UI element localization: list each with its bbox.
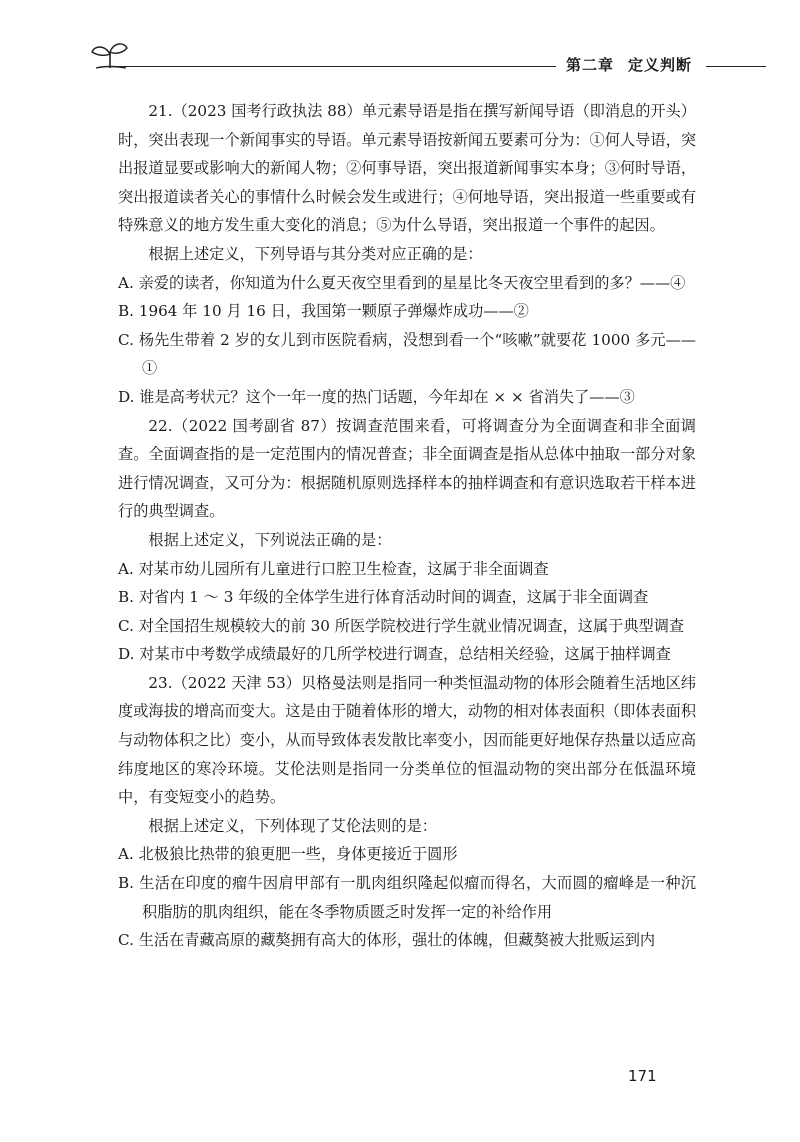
- option-a: A. 对某市幼儿园所有儿童进行口腔卫生检查，这属于非全面调查: [118, 559, 549, 578]
- option-c: C. 对全国招生规模较大的前 30 所医学院校进行学生就业情况调查，这属于典型调查: [118, 616, 685, 635]
- option-c: C. 杨先生带着 2 岁的女儿到市医院看病，没想到看一个“咳嗽”就要花 1000 多元——①: [118, 330, 696, 378]
- section-name: 定义判断: [628, 56, 693, 74]
- option-a: A. 北极狼比热带的狼更肥一些，身体更接近于圆形: [118, 845, 458, 864]
- option-d: D. 对某市中考数学成绩最好的几所学校进行调查，总结相关经验，这属于抽样调查: [118, 645, 671, 664]
- question-prompt: 根据上述定义，下列说法正确的是：: [148, 530, 392, 549]
- chapter-number: 第二章: [566, 56, 615, 74]
- option-b: B. 1964 年 10 月 16 日，我国第一颗原子弹爆炸成功——②: [118, 302, 529, 321]
- question-21: [118, 97, 696, 412]
- question-23: [118, 669, 696, 955]
- question-stem: 22.（2022 国考副省 87）按调查范围来看，可将调查分为全面调查和非全面调查。全面调查指的是一定范围内的情况普查；非全面调查是指从总体中抽取一部分对象进行情况调查，又可分为：根据随机原则选择样本的抽样调查和有意识选取若干样本进行的典型调查。: [118, 416, 696, 521]
- option-a: A. 亲爱的读者，你知道为什么夏天夜空里看到的星星比冬天夜空里看到的多？——④: [118, 273, 686, 292]
- question-stem: 21.（2023 国考行政执法 88）单元素导语是指在撰写新闻导语（即消息的开头）时，突出表现一个新闻事实的导语。单元素导语按新闻五要素可分为：①何人导语，突出报道显要或影响大的新闻人物；②何事导语，突出报道新闻事实本身；③何时导语，突出报道读者关心的事情什么时候会发生或进行；④何地导语，突出报道一些重要或有特殊意义的地方发生重大变化的消息；⑤为什么导语，突出报道一个事件的起因。: [118, 102, 696, 235]
- option-c: C. 生活在青藏高原的藏獒拥有高大的体形，强壮的体魄，但藏獒被大批贩运到内: [118, 931, 656, 950]
- option-b: B. 对省内 1 ～ 3 年级的全体学生进行体育活动时间的调查，这属于非全面调查: [118, 588, 649, 607]
- page-number: 171: [628, 1067, 657, 1085]
- question-prompt: 根据上述定义，下列体现了艾伦法则的是：: [148, 816, 437, 835]
- header-rule-left: [116, 66, 556, 67]
- question-22: [118, 412, 696, 669]
- page-content: [118, 97, 696, 955]
- question-prompt: 根据上述定义，下列导语与其分类对应正确的是：: [148, 244, 483, 263]
- page-header: [0, 0, 800, 90]
- option-d: D. 谁是高考状元？这个一年一度的热门话题，今年却在 × × 省消失了——③: [118, 387, 635, 406]
- option-b: B. 生活在印度的瘤牛因肩甲部有一肌肉组织隆起似瘤而得名，大而圆的瘤峰是一种沉积脂肪的肌肉组织，能在冬季物质匮乏时发挥一定的补给作用: [118, 874, 696, 921]
- chapter-title: [566, 54, 692, 75]
- question-stem: 23.（2022 天津 53）贝格曼法则是指同一种类恒温动物的体形会随着生活地区纬度或海拔的增高而变大。这是由于随着体形的增大，动物的相对体表面积（即体表面积与动物体积之比）变小，从而导致体表发散比率变小，因而能更好地保存热量以适应高纬度地区的寒冷环境。艾伦法则是指同一分类单位的恒温动物的突出部分在低温环境中，有变短变小的趋势。: [118, 673, 696, 807]
- header-rule-right: [706, 66, 766, 67]
